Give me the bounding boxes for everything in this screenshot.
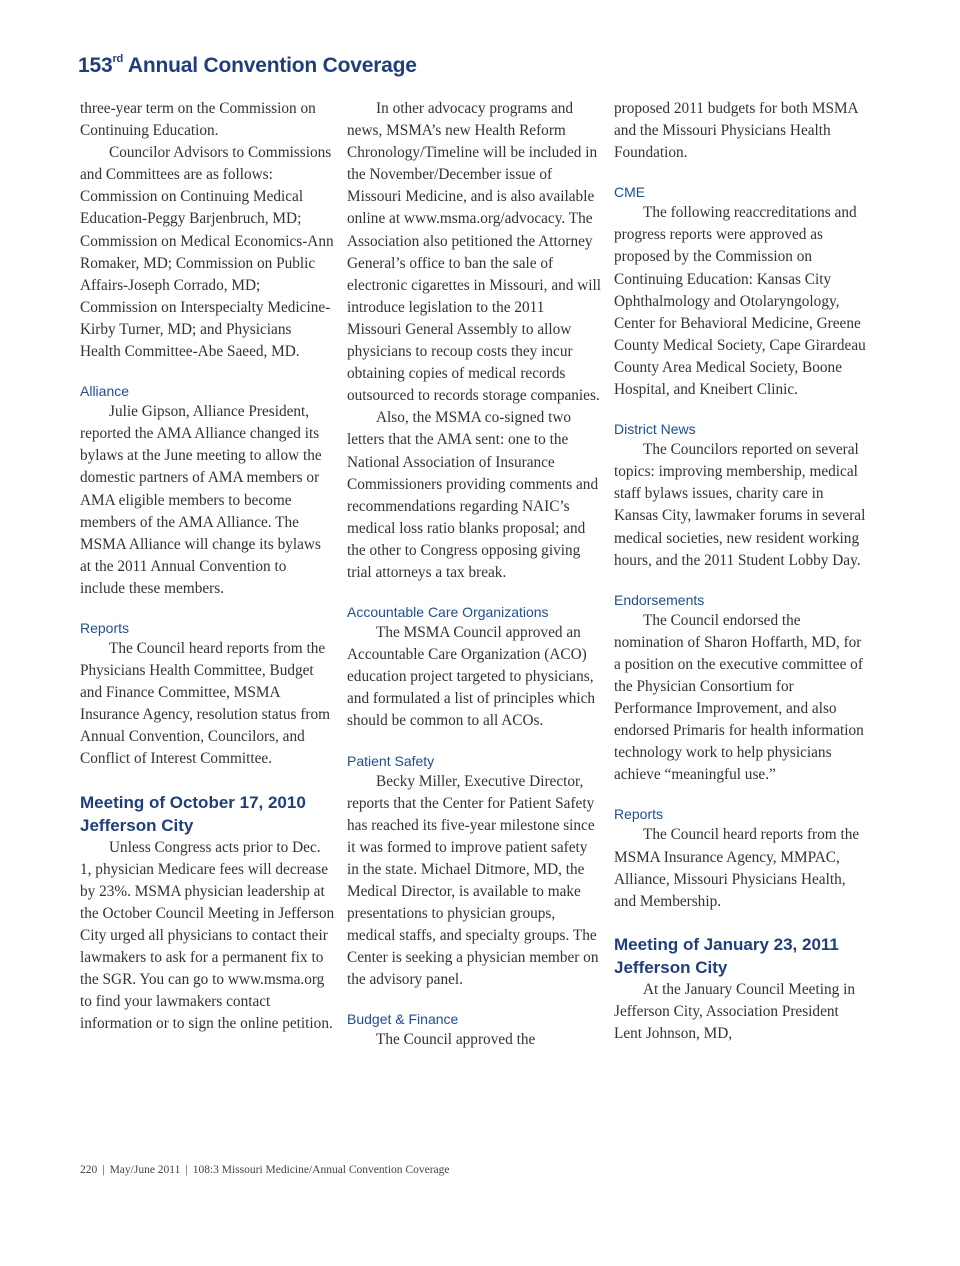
meeting-title: Meeting of January 23, 2011 Jefferson City [614, 934, 839, 977]
paragraph: Also, the MSMA co-signed two letters that the AMA sent: one to the National Association of Insurance Commissioners providing comments and recommendations regarding NAIC’s medical loss ratio blanks proposal; and the other to Congress opposing giving trial attorneys a tax break. [347, 409, 599, 581]
paragraph: The following reaccreditations and progress reports were approved as proposed by the Commission on Continuing Education: Kansas City Ophthalmology and Otolaryngology, Center for Behavioral Medicine, Greene County Medical Society, Cape Girardeau County Area Medical Society, Boone Hospital, and Kneibert Clinic. [614, 204, 866, 399]
paragraph: Becky Miller, Executive Director, reports that the Center for Patient Safety has reached its five-year milestone since it was formed to improve patient safety in the state. Michael Ditmore, MD, the Medical Director, is available to make presentations to physician groups, medical staffs, and specialty groups. The Center is seeking a physician member on the advisory panel. [347, 772, 599, 989]
section-heading-aco: Accountable Care Organizations [347, 604, 549, 621]
column-3 [614, 98, 869, 1045]
section-heading-cme: CME [614, 184, 646, 201]
section-heading-alliance: Alliance [80, 383, 130, 400]
section-heading-patient-safety: Patient Safety [347, 752, 435, 769]
paragraph: The Council endorsed the nomination of Sharon Hoffarth, MD, for a position on the executive committee of the Physician Consortium for Performance Improvement, and also endorsed Primaris for health information technology work to help physicians achieve “meaningful use.” [614, 611, 864, 784]
footer-divider: | [102, 1164, 105, 1176]
meeting-title: Meeting of October 17, 2010 Jefferson City [80, 792, 306, 835]
paragraph: The Council approved the [376, 1031, 536, 1049]
footer-divider: | [185, 1164, 188, 1176]
section-heading-endorsements: Endorsements [614, 591, 705, 608]
issue-date: May/June 2011 [109, 1164, 181, 1176]
paragraph: three-year term on the Commission on Continuing Education. [80, 100, 316, 140]
paragraph: In other advocacy programs and news, MSMA’s new Health Reform Chronology/Timeline will be included in the November/December issue of Missouri Medicine, and is also available online at www.msma.org/advocacy. The Association also petitioned the Attorney General’s office to ban the sale of electronic cigarettes in Missouri, and will introduce legislation to the 2011 Missouri General Assembly to allow physicians to recoup costs they incur obtaining copies of medical records outsourced to records storage companies. [347, 100, 602, 405]
page-number: 220 [80, 1164, 98, 1176]
column-1 [80, 98, 335, 1035]
section-heading-reports: Reports [80, 619, 130, 636]
column-2 [347, 98, 602, 1052]
running-header: 153rd Annual Convention Coverage [78, 53, 417, 77]
paragraph: The Council heard reports from the Physicians Health Committee, Budget and Finance Committee, MSMA Insurance Agency, resolution status from Annual Convention, Councilors, and Conflict of Interest Committee. [80, 639, 331, 768]
paragraph: Councilor Advisors to Commissions and Committees are as follows: Commission on Continuing Medical Education-Peggy Barjenbruch, MD; Commission on Medical Economics-Ann Romaker, MD; Commission on Public Affairs-Joseph Corrado, MD; Commission on Interspecialty Medicine-Kirby Turner, MD; and Physicians Health Committee-Abe Saeed, MD. [80, 144, 334, 361]
paragraph: The Councilors reported on several topics: improving membership, medical staff bylaws issues, charity care in Kansas City, lawmaker forums in several medical societies, new resident working hours, and the 2011 Student Lobby Day. [614, 441, 866, 569]
paragraph: At the January Council Meeting in Jefferson City, Association President Lent Johnson, MD, [614, 980, 855, 1042]
paragraph: Julie Gipson, Alliance President, reported the AMA Alliance changed its bylaws at the June meeting to allow the domestic partners of AMA members or AMA eligible members to become members of the AMA Alliance. The MSMA Alliance will change its bylaws at the 2011 Annual Convention to include these members. [80, 403, 322, 597]
section-heading-reports: Reports [614, 806, 664, 823]
paragraph: The MSMA Council approved an Accountable Care Organization (ACO) education project targeted to physicians, and formulated a list of principles which should be common to all ACOs. [347, 624, 596, 730]
journal-citation: 108:3 Missouri Medicine/Annual Convention Coverage [192, 1164, 450, 1176]
paragraph: The Council heard reports from the MSMA Insurance Agency, MMPAC, Alliance, Missouri Physicians Health, and Membership. [614, 826, 860, 910]
paragraph: proposed 2011 budgets for both MSMA and the Missouri Physicians Health Foundation. [614, 100, 858, 162]
section-heading-budget: Budget & Finance [347, 1011, 459, 1028]
section-heading-district-news: District News [614, 421, 696, 438]
paragraph: Unless Congress acts prior to Dec. 1, physician Medicare fees will decrease by 23%. MSMA physician leadership at the October Council Meeting in Jefferson City urged all physicians to contact their lawmakers to ask for a permanent fix to the SGR. You can go to www.msma.org to find your lawmakers contact information or to sign the online petition. [80, 838, 335, 1033]
page-footer [80, 1164, 449, 1176]
